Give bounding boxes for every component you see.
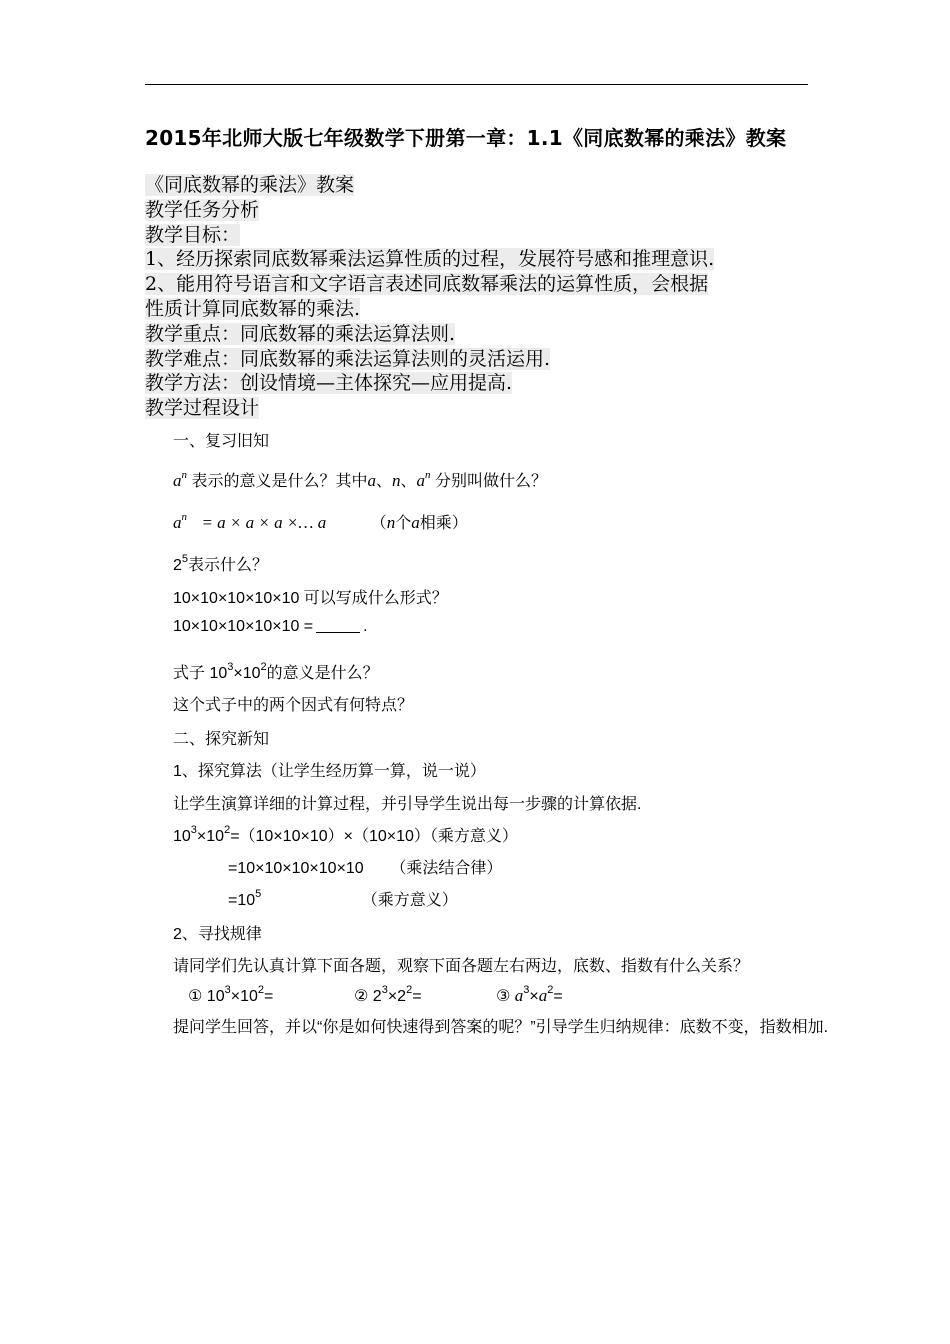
review-question-2: $2^5$表示什么？ — [173, 553, 269, 574]
review-question-5: 式子 $10^3\times 10^2$的意义是什么？ — [173, 661, 379, 682]
overview-line: 1、经历探索同底数幂乘法运算性质的过程，发展符号感和推理意识. — [145, 248, 715, 271]
explore-step-2: 2、寻找规律 — [173, 926, 262, 943]
section1-heading: 一、复习旧知 — [173, 433, 270, 450]
review-question-6: 这个式子中的两个因式有何特点？ — [173, 697, 414, 714]
lesson-overview — [145, 173, 825, 421]
overview-line: 教学目标： — [145, 223, 241, 246]
overview-line: 教学方法：创设情境—主体探究—应用提高. — [145, 372, 513, 395]
overview-line: 教学过程设计 — [145, 397, 260, 420]
overview-line: 教学任务分析 — [145, 198, 260, 221]
review-question-3: 10×10×10×10×10 可以写成什么形式？ — [173, 590, 448, 607]
overview-line: 《同底数幂的乘法》教案 — [145, 174, 355, 196]
document-title: 2015年北师大版七年级数学下册第一章：1.1《同底数幂的乘法》教案 — [145, 126, 787, 150]
exercise-1: ① $10^3\times 10^2=$ — [188, 984, 274, 1005]
header-rule — [145, 84, 808, 85]
rule-conclusion: 提问学生回答，并以“你是如何快速得到答案的呢？”引导学生归纳规律：底数不变，指数相加. — [173, 1019, 829, 1036]
explore-step-1: 1、探究算法（让学生经历算一算，说一说） — [173, 763, 486, 780]
calc-line-1: $10^3\times 10^2=(10\times 10\times 10)\times(10\times 10)$（乘方意义） — [173, 824, 518, 845]
review-question-4: 10×10×10×10×10 = . — [173, 618, 368, 635]
exercise-3: ③ $a^3\times a^2=$ — [496, 984, 563, 1005]
overview-line: 教学重点：同底数幂的乘法运算法则. — [145, 322, 456, 345]
exercise-2: ② $2^3\times 2^2=$ — [354, 984, 422, 1005]
overview-line: 2、能用符号语言和文字语言表述同底数幂乘法的运算性质，会根据 — [145, 273, 709, 296]
answer-blank[interactable] — [316, 618, 360, 633]
calc-line-2: =10×10×10×10×10 （乘法结合律） — [228, 860, 503, 877]
overview-line: 教学难点：同底数幂的乘法运算法则的灵活运用. — [145, 347, 551, 370]
explore-step-1-desc: 让学生演算详细的计算过程，并引导学生说出每一步骤的计算依据. — [173, 796, 642, 813]
overview-line: 性质计算同底数幂的乘法. — [145, 297, 361, 320]
explore-step-2-desc: 请同学们先认真计算下面各题，观察下面各题左右两边，底数、指数有什么关系？ — [173, 958, 750, 975]
section2-heading: 二、探究新知 — [173, 731, 270, 748]
review-question-1: $a^n$ 表示的意义是什么？其中a、n、$a^n$ 分别叫做什么？ — [173, 469, 547, 490]
calc-line-3: $=10^5$ （乘方意义） — [228, 888, 458, 909]
power-expansion: $a^n = a \times a \times a$ ×… a （n个a相乘） — [173, 511, 468, 532]
